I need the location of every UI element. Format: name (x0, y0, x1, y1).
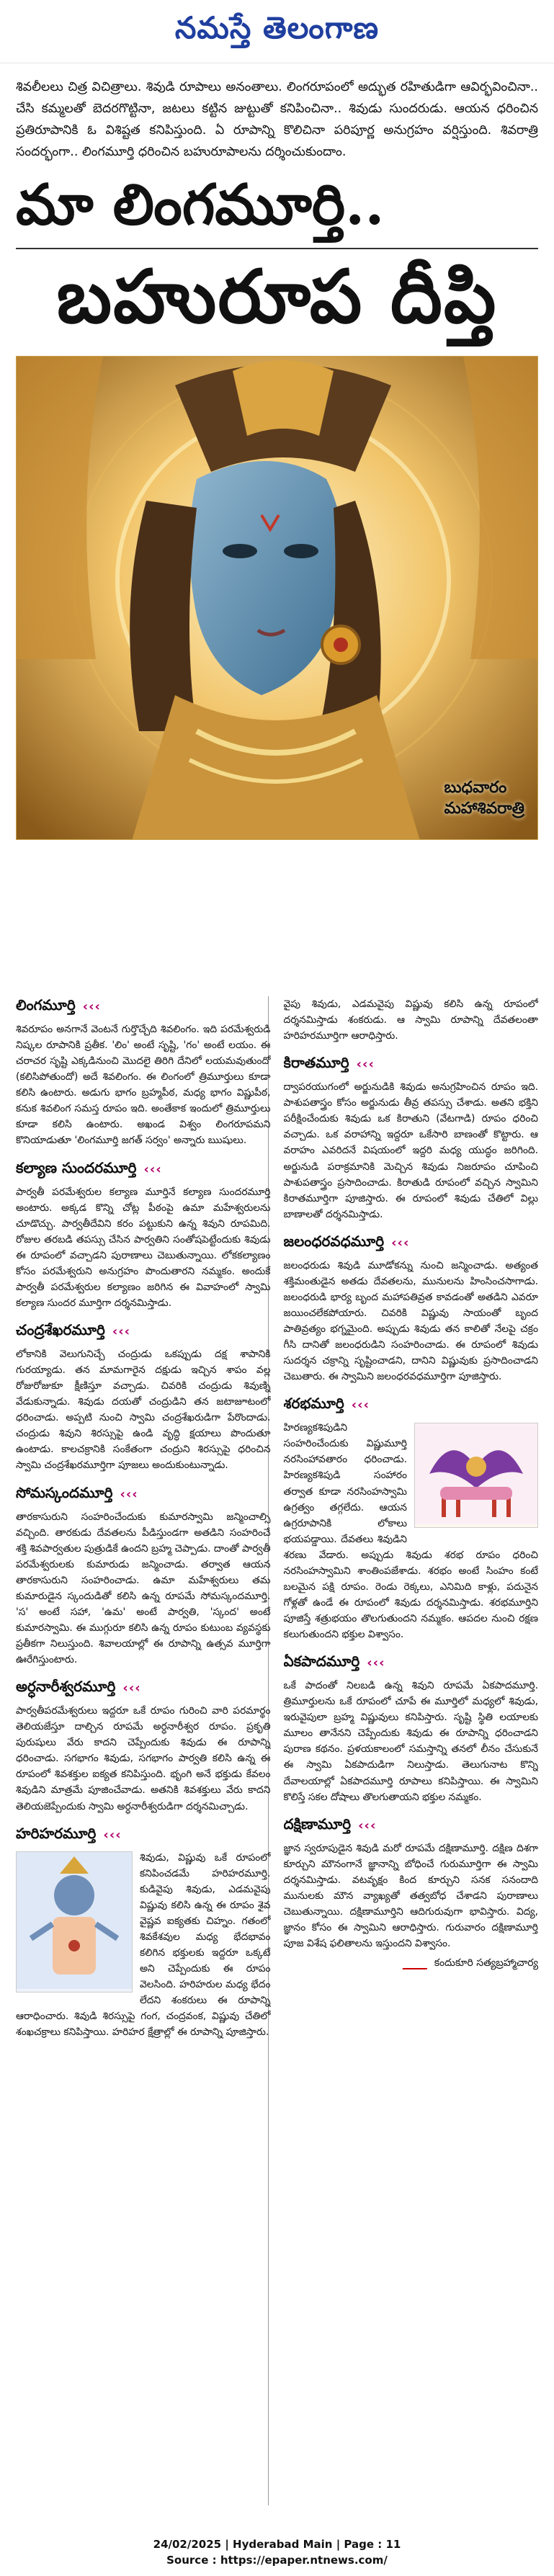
byline (284, 1957, 539, 1971)
right-column (284, 996, 539, 2505)
harihara-illustration (17, 1852, 132, 1989)
shiva-illustration (17, 357, 538, 840)
section-hariharamurthy (16, 1825, 271, 2041)
chevrons-icon: ‹‹‹ (82, 999, 101, 1014)
caption-festival: మహాశివరాత్రి (444, 799, 524, 818)
section-ekapadamurthy (284, 1653, 539, 1805)
section-body: పార్వతీపరమేశ్వరులు ఇద్దరూ ఒకే రూపం గురించి వారి పరమార్థం తెలియజేస్తూ దాల్చిన రూపమే అర్ధనారీశ్వర రూపం. ప్రకృతి పురుషులు వేరు కాదని చెప్పేందుకు శివుడు ఈ రూపాన్ని ధరించాడు. సగభాగం శివుడు, సగభాగం పార్వతి కలిసి ఉన్న ఈ రూపంలో శివశక్తుల ఐక్యత కనిపిస్తుంది. భృంగి అనే భక్తుడు కేవలం శివుడిని మాత్రమే పూజించేవాడు. అతనికి శివశక్తులు వేరు కాదని తెలియజెప్పేందుకు స్వామి అర్ధనారీశ్వరుడిగా దర్శనమిచ్చాడు. (16, 1705, 271, 1812)
section-title: శరభమూర్తి (283, 1395, 344, 1413)
section-title: జలంధరవధమూర్తి (283, 1232, 385, 1250)
headline-divider (16, 248, 538, 249)
section-title: దక్షిణామూర్తి (283, 1815, 352, 1833)
caption-weekday: బుధవారం (444, 779, 507, 797)
masthead (0, 0, 554, 63)
section-harihara-continued (284, 996, 539, 1044)
chevrons-icon: ‹‹‹ (351, 1397, 370, 1413)
section-ardhanareeswaramurthy (16, 1678, 271, 1814)
section-body: వైపు శివుడు, ఎడమవైపు విష్ణువు కలిసి ఉన్న రూపంలో దర్శనమిస్తాడు శంకరుడు. ఆ స్వామి రూపాన్ని దేవతలంతా హరిహరమూర్తిగా ఆరాధిస్తారు. (283, 998, 538, 1042)
section-body: జలంధరుడు శివుడి మూడోకన్ను నుంచి జన్మించాడు. అత్యంత శక్తిమంతుడైన అతడు దేవతలను, మునులను హింసించసాగాడు. జలంధరుడి భార్య బృంద మహాపతివ్రత కావడంతో అతడిని ఎవరూ జయించలేకపోయారు. చివరికి విష్ణువు సాయంతో బృంద పాతివ్రత్యం భగ్నమైంది. అప్పుడు శివుడు తన కాలితో నేలపై చక్రం గీసి దానితో జలంధరుడిని సంహరించాడు. ఈ రూపంలో శివుడు సుదర్శన చక్రాన్ని సృష్టించాడని, దానిని విష్ణువుకు ప్రసాదించాడని చెబుతారు. ఈ స్వామిని జలంధరవధమూర్తిగా పూజిస్తారు. (283, 1259, 538, 1383)
section-lingamurthy (16, 996, 271, 1149)
section-title: ఏకపాదమూర్తి (283, 1653, 360, 1671)
chevrons-icon: ‹‹‹ (391, 1235, 410, 1251)
chevrons-icon: ‹‹‹ (120, 1486, 138, 1502)
chevrons-icon: ‹‹‹ (367, 1655, 385, 1671)
section-dakshinamurthy (284, 1815, 539, 1971)
section-title: చంద్రశేఖరమూర్తి (16, 1321, 105, 1338)
chevrons-icon: ‹‹‹ (103, 1827, 122, 1843)
headline (0, 170, 554, 341)
sharabha-image (414, 1423, 538, 1528)
harihara-image (16, 1851, 133, 1993)
chevrons-icon: ‹‹‹ (356, 1057, 375, 1073)
chevrons-icon: ‹‹‹ (358, 1817, 377, 1833)
section-title: సోమస్కందమూర్తి (16, 1483, 113, 1501)
left-column (16, 996, 271, 2505)
section-body: పార్వతీ పరమేశ్వరుల కల్యాణ మూర్తినే కల్యాణ సుందరమూర్తి అంటారు. అక్కడ కొన్ని చోట్ల పీఠంపై ఉమా మహేశ్వరులను చూడొచ్చు. పార్వతీదేవిని కరం పట్టుకుని ఉన్న శివుని రూపమిది. రోజుల తరబడి తపస్సు చేసిన పార్వతిని సంతోషపెట్టేందుకు శివుడు ఈ రూపంలో వచ్చాడని పురాణాలు చెబుతున్నాయి. లోకకల్యాణం కోసం పరమేశ్వరుని అనుగ్రహం పొందుతారని నమ్మకం. అందుకే పార్వతీ పరమేశ్వరుల కల్యాణం జరిగిన ఈ వివాహంలో స్వామి కల్యాణ సుందర మూర్తిగా దర్శనమిస్తాడు. (16, 1186, 271, 1309)
hero-image-shiva (16, 356, 538, 840)
hero-caption (444, 778, 524, 819)
section-body: లోకానికి వెలుగునిచ్చే చంద్రుడు ఒకప్పుడు దక్ష శాపానికి గురయ్యాడు. తన మామగారైన దక్షుడు ఇచ్చిన శాపం వల్ల రోజురోజుకూ క్షీణిస్తూ వచ్చాడు. చివరికి చంద్రుడు శివుణ్ని వేడుకున్నాడు. శివుడు దయతో చంద్రుడిని తన జటాజూటంలో ధరించాడు. అప్పటి నుంచి స్వామి చంద్రశేఖరుడిగా పేరొందాడు. చంద్రుడు శివుని శిరస్సుపై ఉండి వృద్ధి క్షయాలు పొందుతూ ఉంటాడు. కాలచక్రానికి సంకేతంగా చంద్రుని శిరస్సుపై ధరించిన స్వామి చంద్రశేఖరమూర్తిగా పూజలు అందుకుంటున్నాడు. (16, 1349, 271, 1472)
newspaper-title: నమస్తే తెలంగాణ (174, 9, 380, 45)
page-footer (0, 2537, 554, 2569)
section-title: అర్ధనారీశ్వరమూర్తి (16, 1678, 116, 1696)
footer-source: Source : https://epaper.ntnews.com/ (166, 2553, 388, 2567)
section-body: శివరూపం అనగానే వెంటనే గుర్తొచ్చేది శివలింగం. ఇది పరమేశ్వరుడి నిష్కల రూపానికి ప్రతీక. 'లిం' అంటే సృష్టి, 'గం' అంటే లయం. ఈ చరాచర సృష్టి ఎక్కడినుంచి మొదలై తిరిగి దేనిలో లయమవుతుందో (కలిసిపోతుందో) అదే శివలింగం. ఈ లింగంలో త్రిమూర్తులు కూడా కలిసి ఉంటారు. అడుగు భాగం బ్రహ్మపీఠ, మధ్య భాగం విష్ణుపీఠ, కనుక శివలింగ సమస్త రూపం ఇది. అంతేకాక ఇందులో త్రిమూర్తులు కూడా కలిసి ఉంటారు. అఖండ విశ్వం లింగరూపమని కొనియాడుతూ 'లింగమూర్తి జగత్ సర్వం' అన్నారు ఋషులు. (16, 1024, 271, 1147)
chevrons-icon: ‹‹‹ (112, 1324, 131, 1339)
section-title: హరిహరమూర్తి (16, 1824, 97, 1842)
section-sharabhamurthy (284, 1395, 539, 1642)
section-body: శివుడు, విష్ణువు ఒకే రూపంలో కనిపించడమే హరిహరమూర్తి. కుడివైపు శివుడు, ఎడమవైపు విష్ణువు కలిసి ఉన్న ఈ రూపం శైవ వైష్ణవ ఐక్యతకు చిహ్నం. గతంలో శివకేశవుల మధ్య భేదభావం కలిగిన భక్తులకు ఇద్దరూ ఒక్కటే అని చెప్పేందుకు ఈ రూపం వెలసింది. హరిహరుల మధ్య భేదం లేదని శంకరులు ఈ రూపాన్ని ఆరాధించారు. శివుడి శిరస్సుపై గంగ, చంద్రవంక, విష్ణువు చేతిలో శంఖచక్రాలు కనిపిస్తాయి. హరిహర క్షేత్రాల్లో ఈ రూపాన్ని పూజిస్తారు. (16, 1851, 271, 2039)
headline-line1: మా లింగమూర్తి.. (16, 172, 385, 238)
intro-paragraph: శివలీలలు చిత్ర విచిత్రాలు. శివుడి రూపాలు అనంతాలు. లింగరూపంలో అద్భుత రహితుడిగా ఆవిర్భవించినా.. చేసి కమ్మలతో బెదరగొట్టినా, జటలు కట్టిన జుట్టుతో కనిపించినా.. శివుడు సుందరుడు. ఆయన ధరించిన ప్రతిరూపానికి ఓ విశిష్టత కనిపిస్తుంది. ఏ రూపాన్ని కొలిచినా పరిపూర్ణ అనుగ్రహం వర్షిస్తుంది. శివరాత్రి సందర్భంగా.. లింగమూర్తి ధరించిన బహురూపాలను దర్శించుకుందాం. (16, 80, 538, 160)
section-body: ఒకే పాదంతో నిలబడి ఉన్న శివుని రూపమే ఏకపాదమూర్తి. త్రిమూర్తులను ఒకే రూపంలో చూపే ఈ మూర్తిలో మధ్యలో శివుడు, ఇరువైపులా బ్రహ్మ విష్ణువులు కనిపిస్తారు. సృష్టి స్థితి లయాలకు మూలం తానేనని చెప్పేందుకు శివుడు ఈ రూపాన్ని ధరించాడని పురాణ కథనం. ప్రళయకాలంలో సమస్తాన్ని తనలో లీనం చేసుకునే ఈ స్వామి ఏకపాదుడిగా నిలుస్తాడు. తెలుగునాట కొన్ని దేవాలయాల్లో ఏకపాదమూర్తి రూపాలు కనిపిస్తాయి. ఈ స్వామిని కొలిస్తే సకల దోషాలు తొలగుతాయని భక్తుల నమ్మకం. (283, 1680, 538, 1803)
section-kalyana-sundaramurthy (16, 1159, 271, 1312)
section-somaskandamurthy (16, 1484, 271, 1668)
section-body: జ్ఞాన స్వరూపుడైన శివుడి మరో రూపమే దక్షిణామూర్తి. దక్షిణ దిశగా కూర్చుని మౌనంగానే జ్ఞానాన్ని బోధించే గురుమూర్తిగా ఈ స్వామి దర్శనమిస్తాడు. వటవృక్షం కింద కూర్చుని సనక సనందాది మునులకు మౌన వ్యాఖ్యతో తత్వబోధ చేశాడని పురాణాలు చెబుతున్నాయి. దక్షిణామూర్తిని ఆదిగురువుగా భావిస్తారు. విద్య, జ్ఞానం కోసం ఈ స్వామిని ఆరాధిస్తారు. గురువారం దక్షిణామూర్తి పూజ విశేష ఫలితాలను ఇస్తుందని విశ్వాసం. (283, 1842, 538, 1949)
section-body: ద్వాపరయుగంలో అర్జునుడికి శివుడు అనుగ్రహించిన రూపం ఇది. పాశుపతాస్త్రం కోసం అర్జునుడు తీవ్ర తపస్సు చేశాడు. అతని భక్తిని పరీక్షించేందుకు శివుడు ఒక కిరాతుని (వేటగాడి) రూపం ధరించి వచ్చాడు. ఒక వరాహాన్ని ఇద్దరూ ఒకేసారి బాణంతో కొట్టారు. ఆ వరాహం ఎవరిదనే విషయంలో ఇద్దరి మధ్య యుద్ధం జరిగింది. అర్జునుడి పరాక్రమానికి మెచ్చిన శివుడు నిజరూపం చూపించి పాశుపతాస్త్రం ప్రసాదించాడు. కిరాతుడి రూపంలో వచ్చిన స్వామిని కిరాతమూర్తిగా పూజిస్తారు. ఈ రూపంలో శివుడు చేతిలో విల్లు బాణాలతో దర్శనమిస్తాడు. (283, 1081, 538, 1220)
section-body: హిరణ్యకశిపుడిని సంహరించేందుకు విష్ణుమూర్తి నరసింహావతారం ధరించాడు. హిరణ్యకశిపుడి సంహారం తర్వాత కూడా నరసింహస్వామి ఉగ్రత్వం తగ్గలేదు. ఆయన ఉగ్రరూపానికి లోకాలు భయపడ్డాయి. దేవతలు శివుడిని శరణు వేడారు. అప్పుడు శివుడు శరభ రూపం ధరించి నరసింహస్వామిని శాంతింపజేశాడు. శరభం అంటే సింహం కంటే బలమైన పక్షి రూపం. రెండు రెక్కలు, ఎనిమిది కాళ్లు, పదునైన గోళ్లతో ఉండే ఈ రూపంలో శివుడు దర్శనమిస్తాడు. శరభమూర్తిని పూజిస్తే శత్రుభయం తొలగుతుందని నమ్మకం. ఆపదల నుంచి రక్షణ కలుగుతుందని భక్తుల విశ్వాసం. (283, 1422, 538, 1641)
footer-edition: 24/02/2025 | Hyderabad Main | Page : 11 (153, 2538, 401, 2551)
headline-line2: బహురూప దీప్తి (56, 254, 498, 341)
section-title: లింగమూర్తి (16, 996, 76, 1014)
section-title: కిరాతమూర్తి (283, 1054, 349, 1072)
chevrons-icon: ‹‹‹ (143, 1161, 162, 1177)
section-title: కల్యాణ సుందరమూర్తి (16, 1158, 137, 1176)
section-body: తారకాసురుని సంహరించేందుకు కుమారస్వామి జన్మించాల్సి వచ్చింది. తారకుడు దేవతలను పీడిస్తుండగా అతడిని సంహరించే శక్తి శివపార్వతుల పుత్రుడికే ఉందని బ్రహ్మ చెప్పాడు. దాంతో పార్వతీ పరమేశ్వరులకు కుమారుడు జన్మించాడు. తర్వాత ఆయన తారకాసురుని సంహరించాడు. ఉమా మహేశ్వరులు తమ కుమారుడైన స్కందుడితో కలిసి ఉన్న రూపమే సోమస్కందమూర్తి. 'స' అంటే సహా, 'ఉమ' అంటే పార్వతి, 'స్కంద' అంటే కుమారస్వామి. ఈ ముగ్గురూ కలిసి ఉన్న రూపం కుటుంబ వ్యవస్థకు ప్రతీకగా నిలుస్తుంది. శివాలయాల్లో ఈ రూపాన్ని ఉత్సవ మూర్తిగా ఊరేగిస్తుంటారు. (16, 1511, 271, 1666)
article-columns (16, 996, 538, 2505)
chevrons-icon: ‹‹‹ (122, 1681, 141, 1696)
section-chandrasekharamurthy (16, 1321, 271, 1474)
section-kiratamurthy (284, 1054, 539, 1222)
author-name: కందుకూరి సత్యబ్రహ్మాచార్య (434, 1957, 538, 1969)
sharabha-illustration (415, 1423, 537, 1524)
section-jalandharavadhamurthy (284, 1233, 539, 1385)
signature-icon (402, 1959, 430, 1969)
